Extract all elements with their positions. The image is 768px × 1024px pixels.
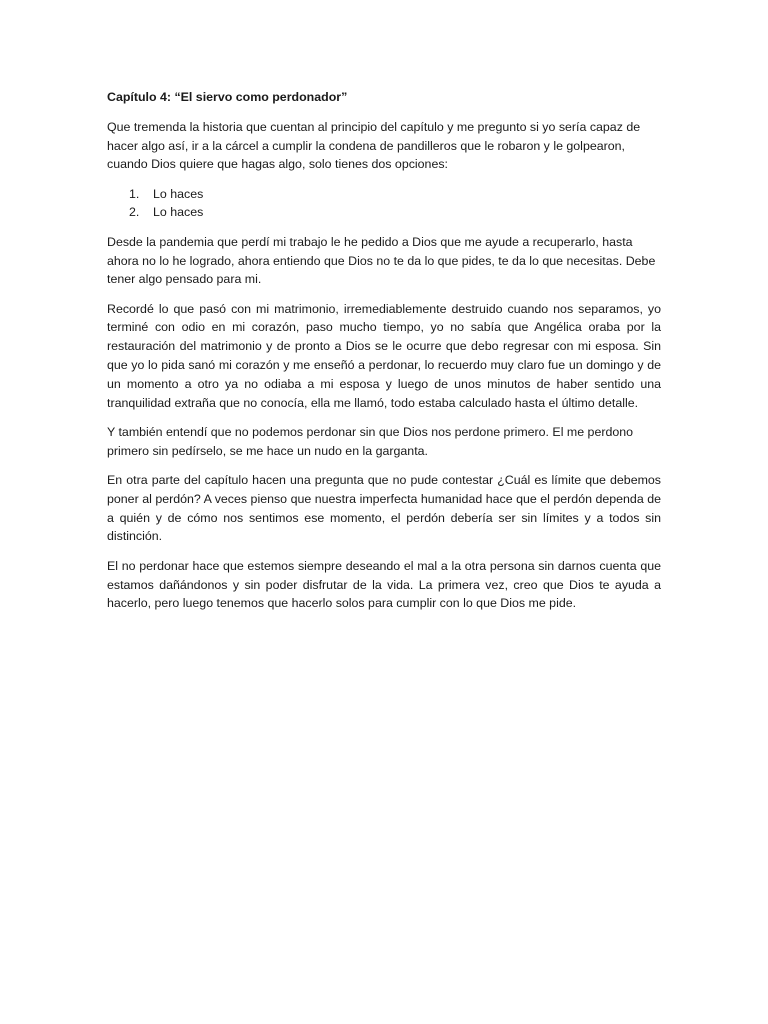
- list-item-text: Lo haces: [153, 205, 204, 220]
- document-page: [107, 88, 661, 624]
- list-item-number: 1.: [129, 186, 140, 201]
- options-list: [107, 185, 661, 223]
- paragraph-limite-perdon: En otra parte del capítulo hacen una pregunta que no pude contestar ¿Cuál es límite que debemos poner al perdón? A veces pienso que nuestra imperfecta humanidad hace que el perdón dependa de a quién y de cómo nos sentimos ese momento, el perdón debería ser sin límites y a todos sin distinción.: [107, 473, 661, 544]
- list-item-text: Lo haces: [153, 186, 204, 201]
- paragraph-no-perdonar: El no perdonar hace que estemos siempre deseando el mal a la otra persona sin darnos cuenta que estamos dañándonos y sin poder disfrutar de la vida. La primera vez, creo que Dios te ayuda a hacerlo, pero luego tenemos que hacerlo solos para cumplir con lo que Dios me pide.: [107, 558, 661, 611]
- paragraph-pandemia: Desde la pandemia que perdí mi trabajo le he pedido a Dios que me ayude a recuperarlo, hasta ahora no lo he logrado, ahora entiendo que Dios no te da lo que pides, te da lo que necesitas. Debe tener algo pensado para mi.: [107, 234, 656, 287]
- intro-paragraph: Que tremenda la historia que cuentan al principio del capítulo y me pregunto si yo sería capaz de hacer algo así, ir a la cárcel a cumplir la condena de pandilleros que le robaron y le golpearon, cuando Dios quiere que hagas algo, solo tienes dos opciones:: [107, 119, 641, 172]
- list-item-number: 2.: [129, 205, 140, 220]
- list-item: [107, 185, 661, 204]
- paragraph-matrimonio: Recordé lo que pasó con mi matrimonio, irremediablemente destruido cuando nos separamos, yo terminé con odio en mi corazón, paso mucho tiempo, yo no sabía que Angélica oraba por la restauración del matrimonio y de pronto a Dios se le ocurre que debo regresar con mi esposa. Sin que yo lo pida sanó mi corazón y me enseñó a perdonar, lo recuerdo muy claro fue un domingo y de un momento a otro ya no odiaba a mi esposa y luego de unos minutos de haber sentido una tranquilidad extraña que no conocía, ella me llamó, todo estaba calculado hasta el último detalle.: [107, 301, 661, 410]
- list-item: [107, 203, 661, 222]
- chapter-heading: Capítulo 4: “El siervo como perdonador”: [107, 90, 348, 104]
- paragraph-perdon-primero: Y también entendí que no podemos perdonar sin que Dios nos perdone primero. El me perdono primero sin pedírselo, se me hace un nudo en la garganta.: [107, 424, 634, 458]
